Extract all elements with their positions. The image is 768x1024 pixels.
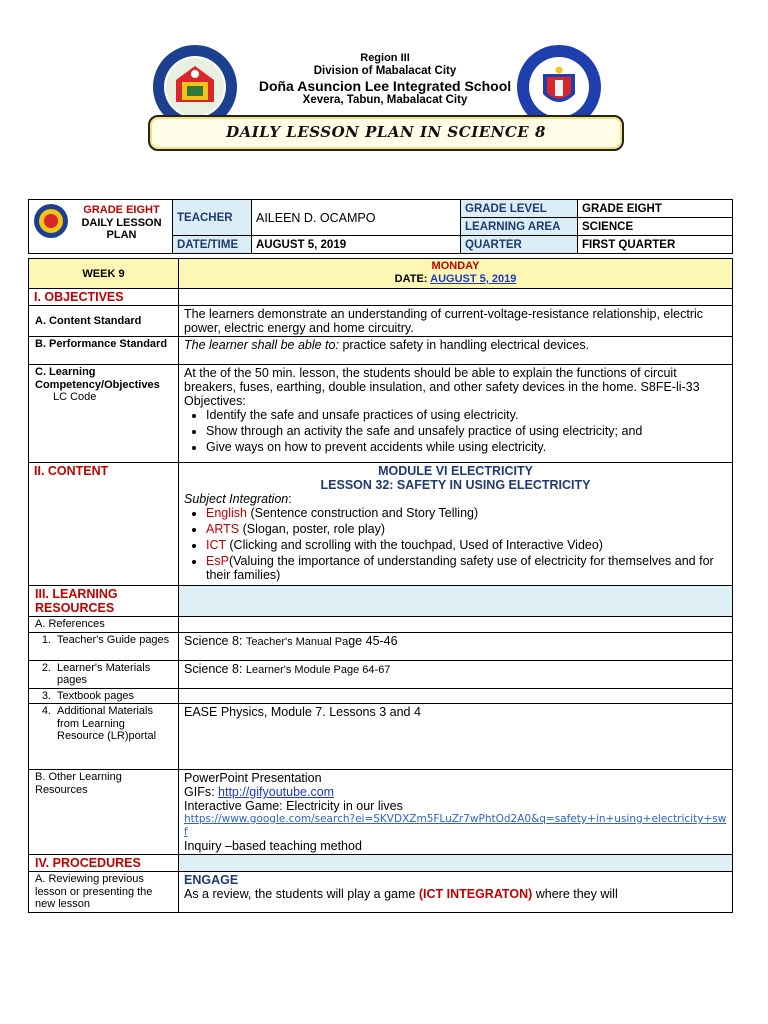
module-title: MODULE VI ELECTRICITY: [378, 464, 533, 478]
objective-item: • Give ways on how to prevent accidents while using electricity.: [206, 440, 727, 454]
learning-area-label: LEARNING AREA: [461, 218, 578, 236]
grade-label-cell: [29, 200, 173, 254]
subject-integration-heading: Subject Integration: [184, 492, 289, 506]
lesson-info-table: [28, 199, 733, 254]
quarter-value: FIRST QUARTER: [578, 236, 733, 254]
performance-standard-cell: [179, 337, 733, 365]
ict-integration-tag: (ICT INTEGRATON): [418, 887, 533, 901]
week-row: [29, 259, 733, 289]
integration-item: • EsP(Valuing the importance of understanding safety use of electricity for themselves and for their families): [206, 554, 727, 582]
google-search-link[interactable]: https://www.google.com/search?ei=SKVDXZm5FLuZr7wPhtOd2A0&q=safety+in+using+electricity+swf: [184, 813, 727, 838]
other-resources-label: B. Other Learning Resources: [29, 770, 179, 855]
objectives-section-label: I. OBJECTIVES: [29, 289, 179, 306]
interactive-game-line: Interactive Game: Electricity in our lives: [184, 799, 403, 813]
learners-materials-label: 2. Learner's Materials pages: [29, 660, 179, 688]
school-address: Xevera, Tabun, Mabalacat City: [302, 94, 468, 106]
objective-item: • Identify the safe and unsafe practices of using electricity.: [206, 408, 727, 422]
grade-level-value: GRADE EIGHT: [578, 200, 733, 218]
engage-cell: ENGAGE As a review, the students will play a game (ICT INTEGRATON) where they will: [179, 872, 733, 913]
quarter-label: QUARTER: [461, 236, 578, 254]
learning-competency-cell: [29, 365, 179, 463]
teacher-label: TEACHER: [173, 200, 252, 236]
lc-code-label: LC Code: [53, 391, 97, 403]
other-resources-cell: PowerPoint Presentation GIFs: http://gifyoutube.com Interactive Game: Electricity in our lives https://www.google.com/search?ei=SKVDXZm5FLuZr7wPhtOd2A0&q=safety+in+using+electricity+swf Inquiry –based teaching method: [179, 770, 733, 855]
teaching-method-line: Inquiry –based teaching method: [184, 839, 362, 853]
date-link[interactable]: AUGUST 5, 2019: [430, 273, 517, 285]
objective-item: • Show through an activity the safe and unsafely practice of using electricity; and: [206, 424, 727, 438]
performance-standard-text: practice safety in handling electrical devices.: [338, 338, 590, 352]
textbook-pages-label: 3. Textbook pages: [29, 688, 179, 704]
lesson-plan-table: [28, 258, 733, 913]
performance-standard-intro: The learner shall be able to:: [184, 338, 339, 352]
school-logo-icon: [33, 203, 69, 239]
datetime-label: DATE/TIME: [173, 236, 252, 254]
lesson-title: LESSON 32: SAFETY IN USING ELECTRICITY: [320, 478, 591, 492]
learning-area-value: SCIENCE: [578, 218, 733, 236]
integration-item: • ARTS (Slogan, poster, role play): [206, 522, 727, 536]
division-line: Division of Mabalacat City: [313, 65, 457, 77]
procedures-section-label: IV. PROCEDURES: [29, 855, 179, 872]
datetime-value: AUGUST 5, 2019: [252, 236, 461, 254]
document-title-box: [148, 115, 624, 151]
teacher-value: AILEEN D. OCAMPO: [252, 200, 461, 236]
engage-heading: ENGAGE: [184, 873, 239, 887]
learners-materials-value: Science 8: Learner's Module Page 64-67: [179, 660, 733, 688]
objectives-heading: Objectives:: [184, 394, 246, 408]
additional-materials-value: EASE Physics, Module 7. Lessons 3 and 4: [179, 704, 733, 770]
reviewing-lesson-label: A. Reviewing previous lesson or presenting the new lesson: [29, 872, 179, 913]
integration-item: • English (Sentence construction and Story Telling): [206, 506, 727, 520]
integration-item: • ICT (Clicking and scrolling with the touchpad, Used of Interactive Video): [206, 538, 727, 552]
additional-materials-label: 4. Additional Materials from Learning Resource (LR)portal: [29, 704, 179, 770]
school-name: Doña Asuncion Lee Integrated School: [258, 78, 512, 94]
content-cell: MODULE VI ELECTRICITY LESSON 32: SAFETY IN USING ELECTRICITY Subject Integration: • English (Sentence construction and Story Telling) • ARTS (Slogan, poster, role play) • ICT (Clicking and scrolling with the touchpad, Used of Interactive Video) • EsP(Valuing the importance of understanding safety use of electricity for themselves and for their families): [179, 463, 733, 586]
references-label: A. References: [29, 617, 179, 633]
performance-standard-label: B. Performance Standard: [29, 337, 179, 365]
teachers-guide-label: 1. Teacher's Guide pages: [29, 632, 179, 660]
gifs-link[interactable]: http://gifyoutube.com: [218, 785, 335, 799]
grade-eight-heading: GRADE EIGHT: [83, 204, 160, 216]
learning-resources-section-label: III. LEARNING RESOURCES: [29, 586, 179, 617]
content-standard-label: A. Content Standard: [29, 306, 179, 337]
learning-competency-content: [179, 365, 733, 463]
document-title: DAILY LESSON PLAN IN SCIENCE 8: [226, 123, 546, 141]
powerpoint-line: PowerPoint Presentation: [184, 771, 322, 785]
day-label: MONDAY: [431, 260, 480, 272]
learning-competency-label: C. Learning Competency/Objectives: [35, 366, 160, 391]
week-date-cell: [179, 259, 733, 289]
daily-lesson-plan-label: DAILY LESSON PLAN: [81, 216, 162, 241]
grade-level-label: GRADE LEVEL: [461, 200, 578, 218]
week-label: WEEK 9: [29, 259, 179, 289]
learning-competency-text: At the of the 50 min. lesson, the students should be able to explain the functions of circuit breakers, fuses, earthing, double insulation, and other safety devices in the home. S8FE-li-33: [184, 366, 700, 394]
region-line: Region III: [360, 52, 410, 64]
date-prefix: DATE:: [394, 273, 431, 285]
content-section-label: II. CONTENT: [29, 463, 179, 586]
content-standard-text: The learners demonstrate an understanding of current-voltage-resistance relationship, electric power, electric energy and home circuitry.: [179, 306, 733, 337]
teachers-guide-value: Science 8: Teacher's Manual Page 45-46: [179, 632, 733, 660]
